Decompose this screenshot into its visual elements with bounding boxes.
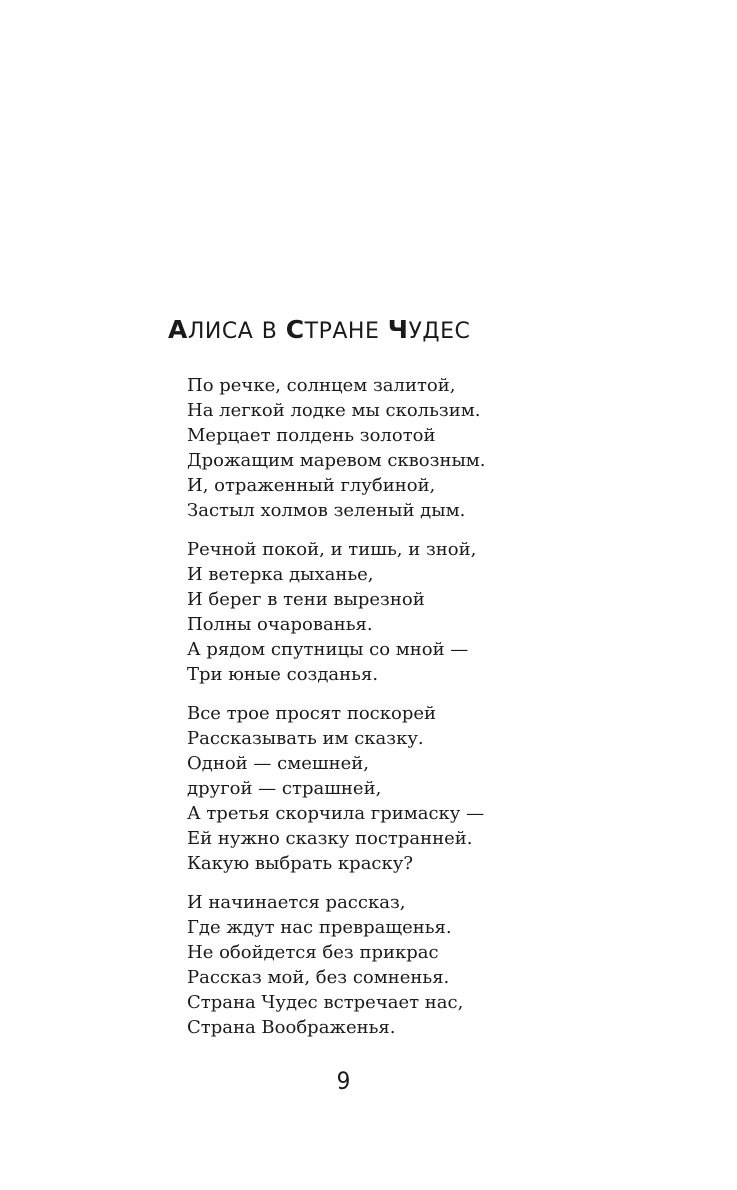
stanza-2 xyxy=(187,537,707,687)
poem-line: другой — страшней, xyxy=(187,778,382,799)
poem-line: И берег в тени вырезной xyxy=(187,589,425,610)
page-number: 9 xyxy=(336,1067,351,1095)
poem-line: Дрожащим маревом сквозным. xyxy=(187,450,486,471)
poem-line: Три юные созданья. xyxy=(187,664,379,685)
title-initial-s: С xyxy=(285,315,305,344)
poem-line: Рассказывать им сказку. xyxy=(187,728,424,749)
poem-line: Где ждут нас превращенья. xyxy=(187,917,452,938)
poem-line: А рядом спутницы со мной — xyxy=(187,639,469,660)
title-word-alisa: ЛИСА xyxy=(187,319,254,344)
poem-line: Страна Воображенья. xyxy=(187,1017,396,1038)
title-initial-a: А xyxy=(168,315,188,344)
poem-line: Ей нужно сказку постранней. xyxy=(187,828,473,849)
title-word-chudes: УДЕС xyxy=(408,319,471,344)
poem-line: На легкой лодке мы скользим. xyxy=(187,400,481,421)
poem-line: По речке, солнцем залитой, xyxy=(187,375,456,396)
poem-line: Какую выбрать краску? xyxy=(187,853,414,874)
stanza-1 xyxy=(187,373,707,523)
poem-line: И ветерка дыханье, xyxy=(187,564,374,585)
poem-line: Страна Чудес встречает нас, xyxy=(187,992,464,1013)
poem xyxy=(187,373,707,1054)
poem-line: Не обойдется без прикрас xyxy=(187,942,439,963)
poem-line: Застыл холмов зеленый дым. xyxy=(187,500,466,521)
stanza-3 xyxy=(187,701,707,876)
title-initial-ch: Ч xyxy=(387,315,409,344)
poem-line: Одной — смешней, xyxy=(187,753,369,774)
poem-line: И, отраженный глубиной, xyxy=(187,475,436,496)
poem-line: Все трое просят поскорей xyxy=(187,703,437,724)
title-word-strane: ТРАНЕ xyxy=(304,319,380,344)
title-word-v: В xyxy=(261,319,278,344)
poem-line: И начинается рассказ, xyxy=(187,892,406,913)
chapter-title xyxy=(168,313,470,349)
poem-line: Речной покой, и тишь, и зной, xyxy=(187,539,477,560)
poem-line: А третья скорчила гримаску — xyxy=(187,803,485,824)
poem-line: Рассказ мой, без сомненья. xyxy=(187,967,450,988)
poem-line: Мерцает полдень золотой xyxy=(187,425,436,446)
poem-line: Полны очарованья. xyxy=(187,614,373,635)
stanza-4 xyxy=(187,890,707,1040)
